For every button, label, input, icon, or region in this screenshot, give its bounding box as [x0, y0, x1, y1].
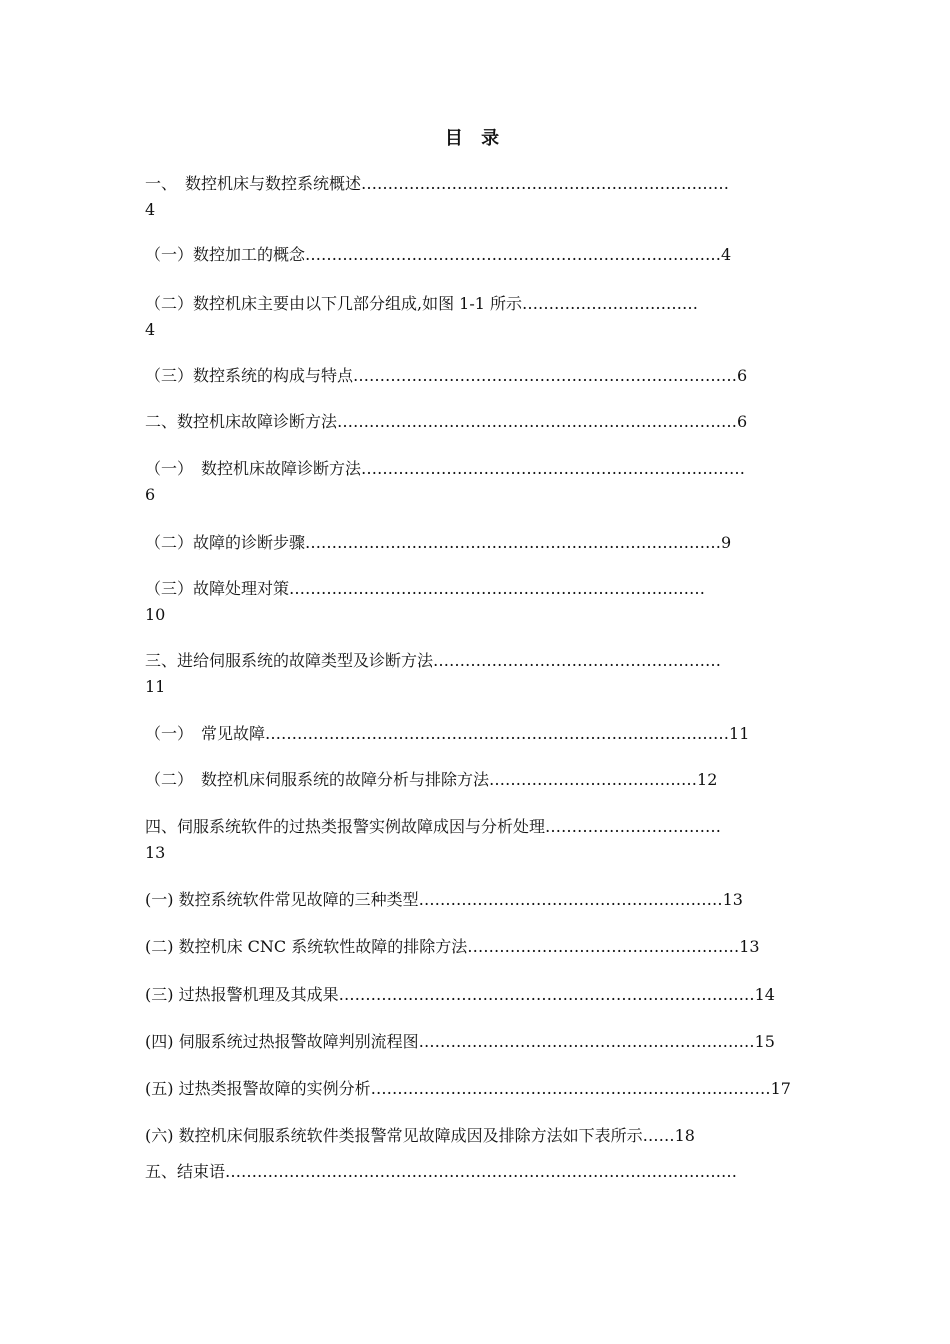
toc-entry: [145, 577, 805, 601]
toc-entry-text: (六) 数控机床伺服系统软件类报警常见故障成因及排除方法如下表所示: [145, 1126, 643, 1145]
toc-entry: [145, 768, 805, 792]
toc-entry-text: （一）数控加工的概念: [145, 245, 306, 264]
toc-entry-leader: ………………………………………………………15: [418, 1032, 775, 1051]
toc-entry-leader: ……………………………………………………………………………11: [265, 724, 750, 743]
toc-entry-text: (二) 数控机床 CNC 系统软性故障的排除方法: [145, 937, 468, 956]
toc-entry-text: （二） 数控机床伺服系统的故障分析与排除方法: [145, 770, 490, 789]
toc-entry: [145, 364, 805, 388]
toc-entry: [145, 1124, 805, 1148]
toc-entry-text: 五、结束语: [145, 1162, 226, 1181]
toc-entry-leader: …………………………………………………………………17: [370, 1079, 791, 1098]
toc-entry-text: （三）数控系统的构成与特点: [145, 366, 354, 385]
toc-entry-page-number: 6: [145, 485, 156, 504]
toc-entry-text: (三) 过热报警机理及其成果: [145, 985, 339, 1004]
toc-entry-page-number: 10: [145, 605, 166, 624]
toc-entry-text: (一) 数控系统软件常见故障的三种类型: [145, 890, 419, 909]
toc-entry-text: 四、伺服系统软件的过热类报警实例故障成因与分析处理: [145, 817, 546, 836]
toc-entry-leader: ……………………………………………………………………: [289, 579, 706, 598]
toc-entry-leader: ……………………………………………………………………9: [305, 533, 732, 552]
toc-entry: [145, 531, 805, 555]
toc-entry-page-number: 4: [145, 200, 156, 219]
toc-entry-leader: ……………………………………………………………………………………: [225, 1162, 738, 1181]
toc-entry: [145, 172, 805, 196]
toc-entry-leader: ………………………………………………………………6: [353, 366, 748, 385]
toc-entry-text: （三）故障处理对策: [145, 579, 290, 598]
toc-entry: [145, 722, 805, 746]
toc-entry-text: （二）数控机床主要由以下几部分组成,如图 1-1 所示: [145, 294, 523, 313]
toc-entry-leader: ……………………………: [545, 817, 722, 836]
toc-entry-text: （一） 常见故障: [145, 724, 266, 743]
toc-entry-leader: ………………………………………………………………: [361, 459, 746, 478]
toc-entry-leader: ……………………………………………………………: [361, 174, 730, 193]
toc-entry-text: 三、进给伺服系统的故障类型及诊断方法: [145, 651, 434, 670]
toc-entry-leader: ……………………………………………………………………4: [305, 245, 732, 264]
toc-entry-page-number: 4: [145, 320, 156, 339]
toc-entry: [145, 888, 805, 912]
toc-entry: [145, 292, 805, 316]
toc-entry: [145, 983, 805, 1007]
toc-entry: [145, 457, 805, 481]
toc-entry-leader: …………………………………12: [489, 770, 718, 789]
toc-entry-leader: ……………………………………………13: [467, 937, 760, 956]
toc-entry: [145, 815, 805, 839]
toc-entry-text: (五) 过热类报警故障的实例分析: [145, 1079, 371, 1098]
toc-entry-leader: ……18: [642, 1126, 695, 1145]
toc-entry: [145, 649, 805, 673]
toc-entry-text: （一） 数控机床故障诊断方法: [145, 459, 362, 478]
toc-entry-leader: ……………………………………………………………………14: [338, 985, 775, 1004]
toc-entry-leader: …………………………………………………13: [418, 890, 743, 909]
toc-entry: [145, 1030, 805, 1054]
toc-entry: [145, 243, 805, 267]
toc-entry-page-number: 11: [145, 677, 166, 696]
toc-entry-text: 二、数控机床故障诊断方法: [145, 412, 338, 431]
toc-entry: [145, 935, 805, 959]
toc-entry-page-number: 13: [145, 843, 166, 862]
page-title: 目 录: [444, 128, 506, 149]
toc-entry-leader: ………………………………………………: [433, 651, 722, 670]
toc-entry-text: (四) 伺服系统过热报警故障判别流程图: [145, 1032, 419, 1051]
toc-entry: [145, 410, 805, 434]
toc-entry-text: （二）故障的诊断步骤: [145, 533, 306, 552]
toc-entry-leader: ……………………………: [522, 294, 699, 313]
toc-entry: [145, 1077, 805, 1101]
toc-entry-leader: …………………………………………………………………6: [337, 412, 748, 431]
toc-entry: [145, 1160, 805, 1184]
toc-entry-text: 一、 数控机床与数控系统概述: [145, 174, 362, 193]
